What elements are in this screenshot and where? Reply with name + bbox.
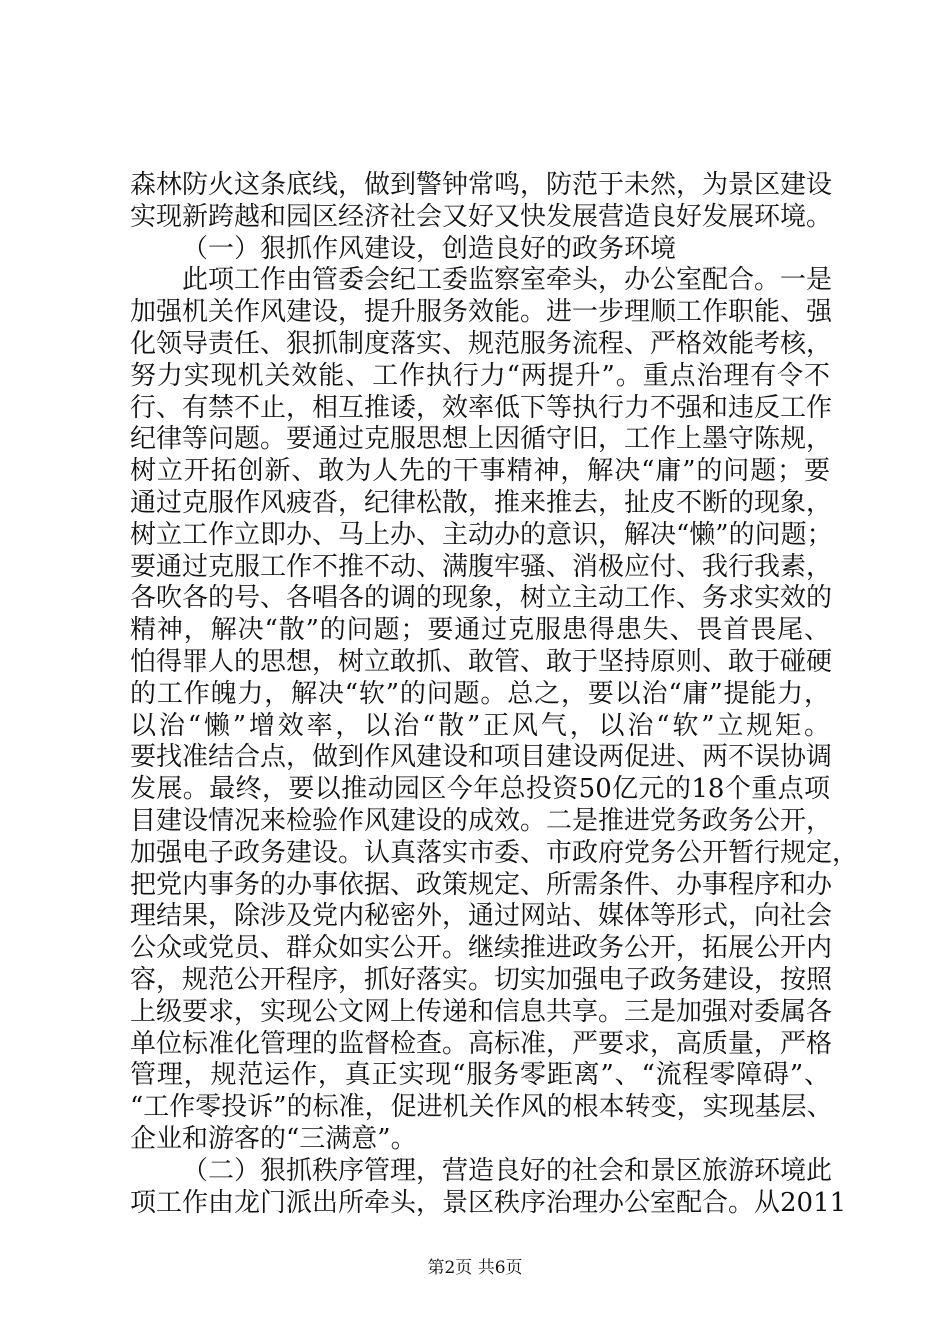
text-line: 容，规范公开程序，抓好落实。切实加强电子政务建设，按照 [130,964,833,995]
text-line: 企业和游客的“三满意”。 [130,1123,417,1154]
text-line: 要通过克服工作不推不动、满腹牢骚、消极应付、我行我素， [130,551,833,582]
text-line: 纪律等问题。要通过克服思想上因循守旧，工作上墨守陈规， [130,424,833,455]
text-line: 实现新跨越和园区经济社会又好又快发展营造良好发展环境。 [130,201,833,232]
text-line: 各吹各的号、各唱各的调的现象，树立主动工作、务求实效的 [130,583,833,614]
text-line: 怕得罪人的思想，树立敢抓、敢管、敢于坚持原则、敢于碰硬 [130,646,833,677]
text-line: 上级要求，实现公文网上传递和信息共享。三是加强对委属各 [130,996,833,1027]
text-line: 树立开拓创新、敢为人先的干事精神，解决“庸”的问题；要 [130,456,830,487]
text-line: 树立工作立即办、马上办、主动办的意识，解决“懒”的问题； [130,519,833,550]
text-line: 加强电子政务建设。认真落实市委、市政府党务公开暂行规定， [130,837,859,868]
page-footer: 第2页 共6页 [427,1258,523,1278]
text-line: 森林防火这条底线，做到警钟常鸣，防范于未然，为景区建设 [130,170,833,200]
text-line: 化领导责任、狠抓制度落实、规范服务流程、严格效能考核， [130,328,833,359]
text-line: 要找准结合点，做到作风建设和项目建设两促进、两不误协调 [130,742,833,773]
text-line: 项工作由龙门派出所牵头，景区秩序治理办公室配合。从2011 [130,1187,847,1218]
text-line: “工作零投诉”的标准，促进机关作风的根本转变，实现基层、 [130,1092,833,1123]
text-line: 以治“懒”增效率，以治“散”正风气，以治“软”立规矩。 [130,710,830,741]
text-line: 理结果，除涉及党内秘密外，通过网站、媒体等形式，向社会 [130,901,833,932]
text-line: 精神，解决“散”的问题；要通过克服患得患失、畏首畏尾、 [130,615,830,646]
text-line: 管理，规范运作，真正实现“服务零距离”、“流程零障碍”、 [130,1060,830,1091]
text-line: （一）狠抓作风建设，创造良好的政务环境 [182,233,677,264]
text-line: 的工作魄力，解决“软”的问题。总之，要以治“庸”提能力， [130,678,830,709]
text-line: 加强机关作风建设，提升服务效能。进一步理顺工作职能、强 [130,297,833,328]
text-line: 把党内事务的办事依据、政策规定、所需条件、办事程序和办 [130,869,833,900]
text-line: 此项工作由管委会纪工委监察室牵头，办公室配合。一是 [182,265,833,296]
text-line: 目建设情况来检验作风建设的成效。二是推进党务政务公开， [130,805,833,836]
text-line: 努力实现机关效能、工作执行力“两提升”。重点治理有令不 [130,360,830,391]
text-line: 发展。最终，要以推动园区今年总投资50亿元的18个重点项 [130,774,830,805]
text-line: 公众或党员、群众如实公开。继续推进政务公开，拓展公开内 [130,933,833,964]
text-line: （二）狠抓秩序管理，营造良好的社会和景区旅游环境此 [182,1155,833,1186]
text-line: 通过克服作风疲沓，纪律松散，推来推去，扯皮不断的现象， [130,487,833,518]
text-line: 单位标准化管理的监督检查。高标准，严要求，高质量，严格 [130,1028,833,1059]
body-text [130,170,859,1219]
text-line: 行、有禁不止，相互推诿，效率低下等执行力不强和违反工作 [130,392,833,423]
